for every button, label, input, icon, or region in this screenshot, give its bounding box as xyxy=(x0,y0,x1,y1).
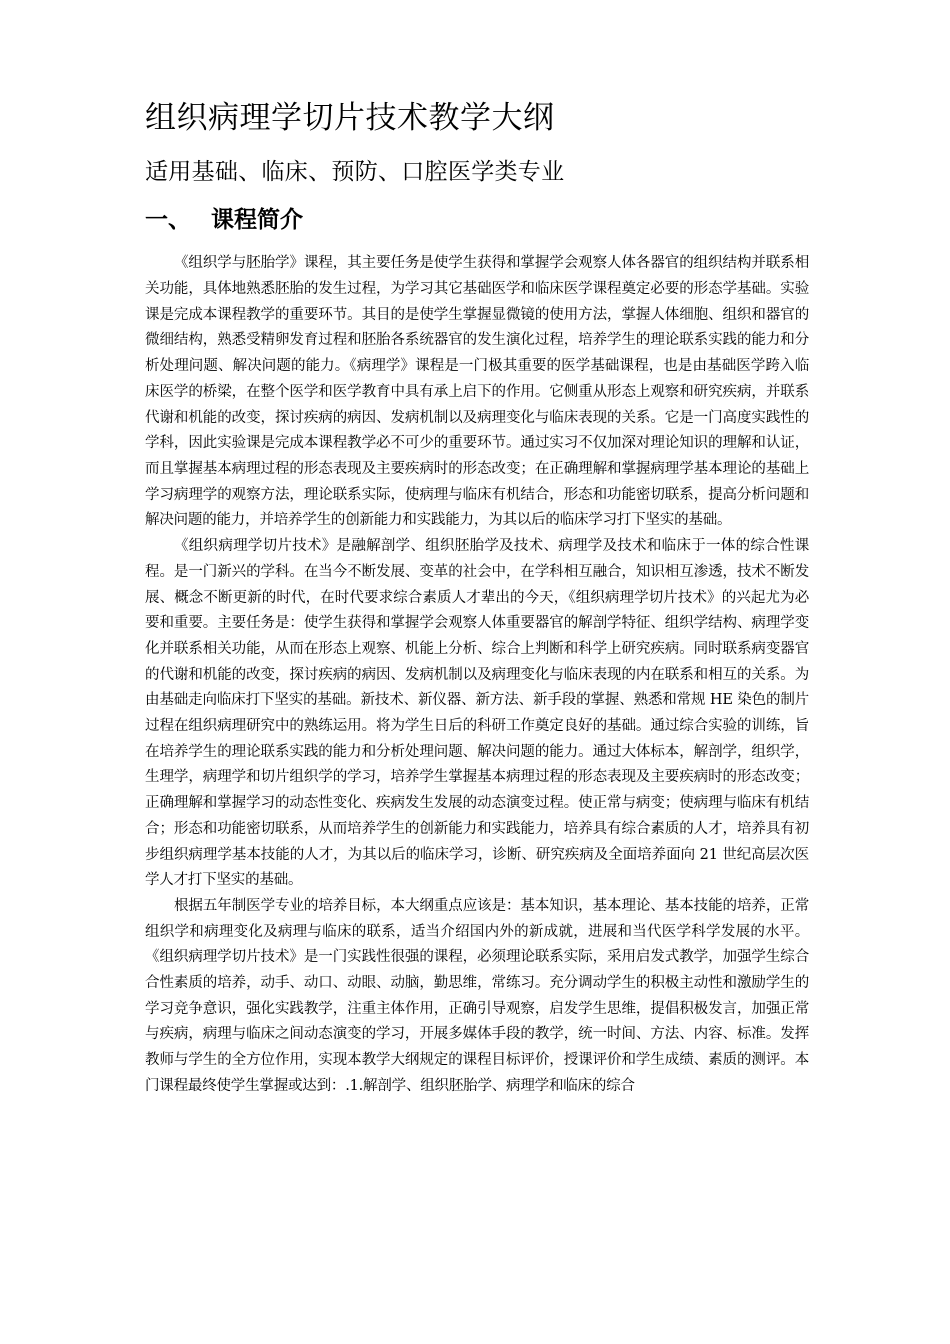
section-number: 一、 xyxy=(145,206,191,233)
document-title: 组织病理学切片技术教学大纲 xyxy=(145,100,555,136)
section-title: 课程简介 xyxy=(211,206,303,233)
paragraph-1: 《组织学与胚胎学》课程，其主要任务是使学生获得和掌握学会观察人体各器官的组织结构并联系相关功能，具体地熟悉胚胎的发生过程，为学习其它基础医学和临床医学课程奠定必要的形态学基础。实验课是完成本课程教学的重要环节。其目的是使学生掌握显微镜的使用方法，掌握人体细胞、组织和器官的微细结构，熟悉受精卵发育过程和胚胎各系统器官的发生演化过程，培养学生的理论联系实践的能力和分析处理问题、解决问题的能力。《病理学》课程是一门极其重要的医学基础课程，也是由基础医学跨入临床医学的桥梁，在整个医学和医学教育中具有承上启下的作用。它侧重从形态上观察和研究疾病，并联系代谢和机能的改变，探讨疾病的病因、发病机制以及病理变化与临床表现的关系。它是一门高度实践性的学科，因此实验课是完成本课程教学必不可少的重要环节。通过实习不仅加深对理论知识的理解和认证，而且掌握基本病理过程的形态表现及主要疾病时的形态改变；在正确理解和掌握病理学基本理论的基础上学习病理学的观察方法，理论联系实际，使病理与临床有机结合，形态和功能密切联系，提高分析问题和解决问题的能力，并培养学生的创新能力和实践能力，为其以后的临床学习打下坚实的基础。 xyxy=(145,255,809,529)
paragraph-3: 根据五年制医学专业的培养目标，本大纲重点应该是：基本知识，基本理论、基本技能的培养，正常组织学和病理变化及病理与临床的联系，适当介绍国内外的新成就，进展和当代医学科学发展的水平。《组织病理学切片技术》是一门实践性很强的课程，必须理论联系实际，采用启发式教学，加强学生综合合性素质的培养，动手、动口、动眼、动脑，勤思维，常练习。充分调动学生的积极主动性和激励学生的学习竞争意识，强化实践教学，注重主体作用，正确引导观察，启发学生思维，提倡积极发言，加强正常与疾病，病理与临床之间动态演变的学习，开展多媒体手段的教学，统一时间、方法、内容、标准。发挥教师与学生的全方位作用，实现本教学大纲规定的课程目标评价，授课评价和学生成绩、素质的测评。本门课程最终使学生掌握或达到：.1.解剖学、组织胚胎学、病理学和临床的综合 xyxy=(145,897,809,1094)
section-heading xyxy=(145,207,809,235)
paragraph-2: 《组织病理学切片技术》是融解剖学、组织胚胎学及技术、病理学及技术和临床于一体的综合性课程。是一门新兴的学科。在当今不断发展、变革的社会中，在学科相互融合，知识相互渗透，技术不断发展、概念不断更新的时代，在时代要求综合素质人才辈出的今天，《组织病理学切片技术》的兴起尤为必要和重要。主要任务是：使学生获得和掌握学会观察人体重要器官的解剖学特征、组织学结构、病理学变化并联系相关功能，从而在形态上观察、机能上分析、综合上判断和科学上研究疾病。同时联系病变器官的代谢和机能的改变，探讨疾病的病因、发病机制以及病理变化与临床表现的内在联系和相互的关系。为由基础走向临床打下坚实的基础。新技术、新仪器、新方法、新手段的掌握、熟悉和常规 HE 染色的制片过程在组织病理研究中的熟练运用。将为学生日后的科研工作奠定良好的基础。通过综合实验的训练，旨在培养学生的理论联系实践的能力和分析处理问题、解决问题的能力。通过大体标本，解剖学，组织学，生理学，病理学和切片组织学的学习，培养学生掌握基本病理过程的形态表现及主要疾病时的形态改变；正确理解和掌握学习的动态性变化、疾病发生发展的动态演变过程。使正常与病变；使病理与临床有机结合；形态和功能密切联系，从而培养学生的创新能力和实践能力，培养具有综合素质的人才，培养具有初步组织病理学基本技能的人才，为其以后的临床学习，诊断、研究疾病及全面培养面向 21 世纪高层次医学人才打下坚实的基础。 xyxy=(145,538,809,889)
body-text xyxy=(145,251,809,1099)
document-page xyxy=(145,100,809,1100)
document-subtitle: 适用基础、临床、预防、口腔医学类专业 xyxy=(145,159,565,186)
